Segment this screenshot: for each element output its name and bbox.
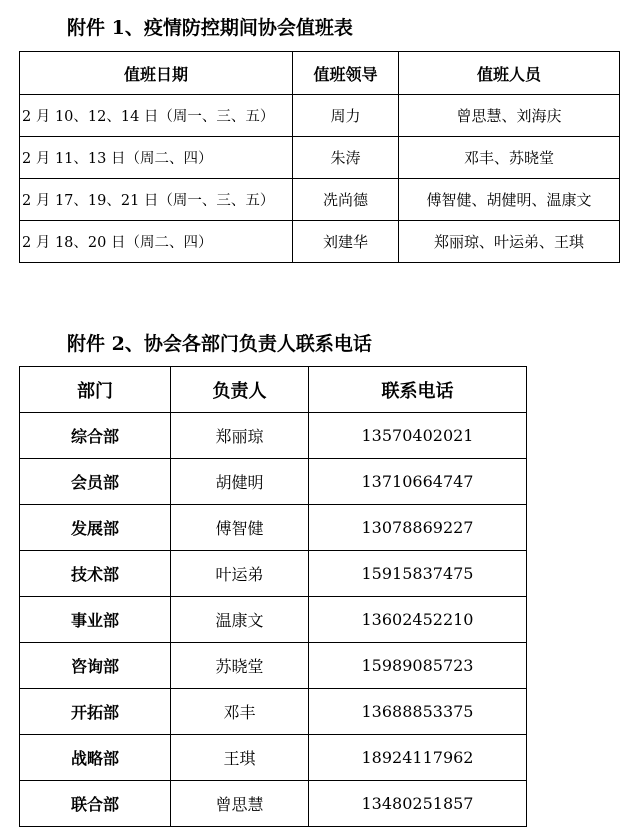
table-row xyxy=(20,459,527,505)
duty-date-cell: 2 月 18、20 日（周二、四） xyxy=(20,221,293,263)
duty-leader-cell: 周力 xyxy=(293,95,399,137)
phone-cell: 15989085723 xyxy=(309,643,527,689)
department-cell: 会员部 xyxy=(20,459,171,505)
department-cell: 开拓部 xyxy=(20,689,171,735)
department-cell: 联合部 xyxy=(20,781,171,827)
column-header-date: 值班日期 xyxy=(20,52,293,95)
person-cell: 胡健明 xyxy=(171,459,309,505)
column-header-phone: 联系电话 xyxy=(309,367,527,413)
phone-cell: 13602452210 xyxy=(309,597,527,643)
table-row xyxy=(20,781,527,827)
table-row xyxy=(20,689,527,735)
person-cell: 邓丰 xyxy=(171,689,309,735)
column-header-department: 部门 xyxy=(20,367,171,413)
duty-leader-cell: 刘建华 xyxy=(293,221,399,263)
duty-schedule-table xyxy=(19,51,620,263)
duty-date-cell: 2 月 11、13 日（周二、四） xyxy=(20,137,293,179)
department-cell: 综合部 xyxy=(20,413,171,459)
phone-cell: 13710664747 xyxy=(309,459,527,505)
table-header-row xyxy=(20,52,620,95)
department-cell: 事业部 xyxy=(20,597,171,643)
duty-leader-cell: 冼尚德 xyxy=(293,179,399,221)
department-contact-table xyxy=(19,366,527,827)
column-header-person: 负责人 xyxy=(171,367,309,413)
person-cell: 傅智健 xyxy=(171,505,309,551)
phone-cell: 18924117962 xyxy=(309,735,527,781)
table-row xyxy=(20,95,620,137)
table-row xyxy=(20,505,527,551)
duty-date-cell: 2 月 17、19、21 日（周一、三、五） xyxy=(20,179,293,221)
table-row xyxy=(20,735,527,781)
table-row xyxy=(20,413,527,459)
person-cell: 苏晓堂 xyxy=(171,643,309,689)
contact-list-title: 附件 2、协会各部门负责人联系电话 xyxy=(67,333,372,355)
table-row xyxy=(20,551,527,597)
column-header-leader: 值班领导 xyxy=(293,52,399,95)
duty-staff-cell: 曾思慧、刘海庆 xyxy=(399,95,620,137)
phone-cell: 13480251857 xyxy=(309,781,527,827)
person-cell: 叶运弟 xyxy=(171,551,309,597)
phone-cell: 13570402021 xyxy=(309,413,527,459)
department-cell: 技术部 xyxy=(20,551,171,597)
person-cell: 曾思慧 xyxy=(171,781,309,827)
person-cell: 温康文 xyxy=(171,597,309,643)
duty-schedule-title: 附件 1、疫情防控期间协会值班表 xyxy=(67,17,353,39)
table-row xyxy=(20,137,620,179)
table-row xyxy=(20,221,620,263)
table-row xyxy=(20,643,527,689)
duty-date-cell: 2 月 10、12、14 日（周一、三、五） xyxy=(20,95,293,137)
person-cell: 王琪 xyxy=(171,735,309,781)
duty-staff-cell: 邓丰、苏晓堂 xyxy=(399,137,620,179)
table-row xyxy=(20,179,620,221)
duty-staff-cell: 傅智健、胡健明、温康文 xyxy=(399,179,620,221)
department-cell: 发展部 xyxy=(20,505,171,551)
duty-staff-cell: 郑丽琼、叶运弟、王琪 xyxy=(399,221,620,263)
column-header-staff: 值班人员 xyxy=(399,52,620,95)
duty-leader-cell: 朱涛 xyxy=(293,137,399,179)
phone-cell: 13078869227 xyxy=(309,505,527,551)
person-cell: 郑丽琼 xyxy=(171,413,309,459)
table-row xyxy=(20,597,527,643)
department-cell: 咨询部 xyxy=(20,643,171,689)
department-cell: 战略部 xyxy=(20,735,171,781)
phone-cell: 15915837475 xyxy=(309,551,527,597)
table-header-row xyxy=(20,367,527,413)
phone-cell: 13688853375 xyxy=(309,689,527,735)
